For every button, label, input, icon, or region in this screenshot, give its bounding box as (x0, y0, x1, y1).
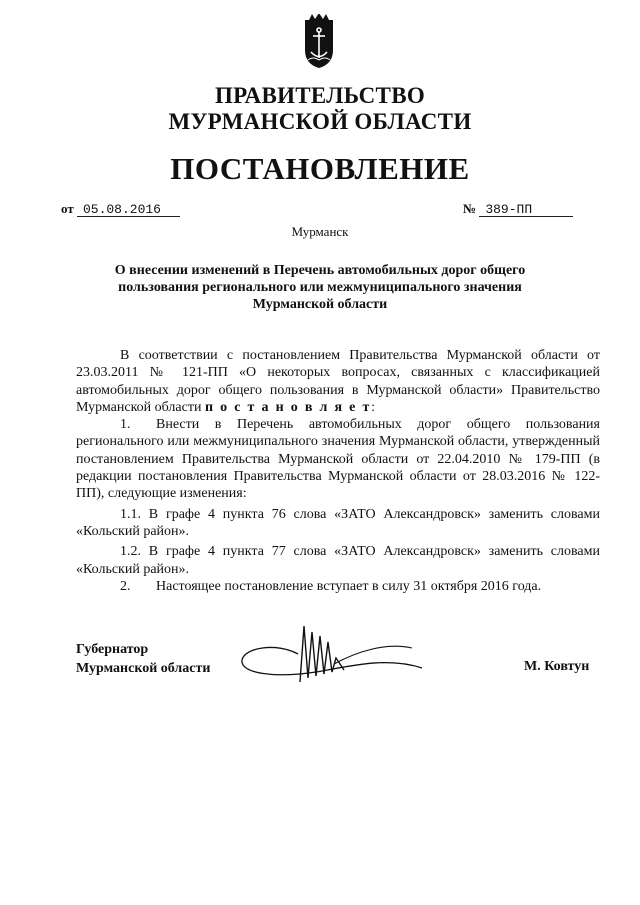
clause-1-2-paragraph: 1.2. В графе 4 пункта 77 слова «ЗАТО Александровск» заменить словами «Кольский район». (76, 544, 600, 577)
organization-name-line1: ПРАВИТЕЛЬСТВО (214, 83, 426, 108)
position-line: Мурманской области (76, 661, 211, 676)
document-date-field (61, 201, 180, 217)
document-type: ПОСТАНОВЛЕНИЕ (170, 151, 470, 186)
clause-text: Настоящее постановление вступает в силу 31 октября 2016 года. (156, 578, 542, 594)
title-line: Мурманской области (252, 297, 388, 312)
position-line: Губернатор (76, 642, 149, 657)
title-line: О внесении изменений в Перечень автомобильных дорог общего (114, 263, 526, 278)
title-line: пользования регионального или межмуниципального значения (118, 280, 522, 295)
coat-of-arms-emblem (299, 14, 339, 70)
handwritten-signature (236, 612, 436, 692)
clause-1-paragraph (76, 416, 600, 502)
document-date: 05.08.2016 (77, 203, 180, 217)
preamble-text: В соответствии с постановлением Правительства Мурманской области от 23.03.2011 № 121-ПП «О некоторых вопросах, связанных с классификацией автомобильных дорог общего пользования в Мурманской области» Правительство Мурманской области (76, 348, 600, 415)
document-number: 389-ПП (479, 203, 573, 217)
signatory-name: М. Ковтун (524, 659, 590, 674)
clause-2-paragraph (76, 578, 600, 595)
date-prefix: от (61, 201, 74, 216)
document-number-field (463, 201, 573, 217)
preamble-paragraph (76, 347, 600, 416)
preamble-colon: : (371, 399, 376, 415)
clause-1-1-paragraph: 1.1. В графе 4 пункта 76 слова «ЗАТО Александровск» заменить словами «Кольский район». (76, 506, 600, 539)
signatory-position (76, 640, 210, 678)
clause-number: 1. (120, 417, 131, 433)
document-title (90, 262, 550, 313)
clause-number: 2. (120, 578, 131, 594)
organization-name-line2: МУРМАНСКОЙ ОБЛАСТИ (168, 109, 472, 134)
resolves-word: п о с т а н о в л я е т (204, 399, 372, 415)
document-body (76, 347, 600, 595)
number-prefix: № (463, 201, 477, 216)
clause-text: Внести в Перечень автомобильных дорог общего пользования регионального или межмуниципального значения Мурманской области, утвержденный постановлением Правительства Мурманской области от 22.04.2010 № 179-ПП (в редакции постановления Правительства Мурманской области от 28.03.2016 № 122-ПП), следующие изменения: (76, 417, 600, 502)
city-name: Мурманск (291, 224, 349, 239)
